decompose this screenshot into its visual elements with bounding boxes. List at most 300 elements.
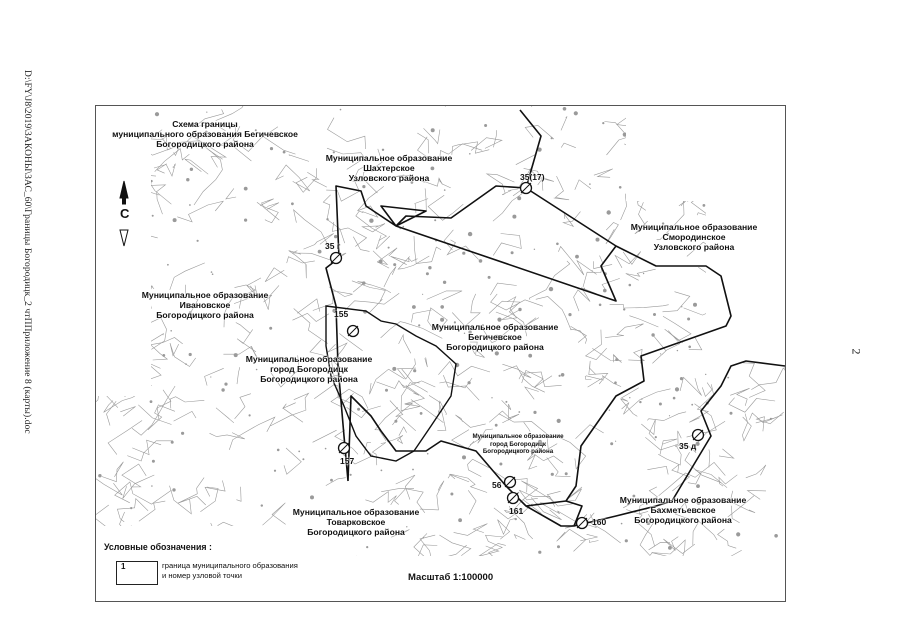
terrain-line: [353, 237, 369, 252]
terrain-line: [493, 234, 521, 256]
terrain-dot: [610, 442, 613, 445]
terrain-line: [576, 425, 604, 439]
terrain-dot: [609, 410, 610, 411]
terrain-line: [444, 230, 453, 250]
terrain-line: [226, 188, 236, 199]
terrain-line: [200, 487, 218, 512]
terrain-line: [368, 186, 384, 199]
terrain-line: [490, 283, 516, 295]
terrain-dot: [681, 306, 682, 307]
map-scale: Масштаб 1:100000: [408, 572, 494, 583]
terrain-line: [521, 481, 552, 514]
terrain-line: [435, 106, 451, 107]
terrain-dot: [615, 358, 618, 361]
terrain-line: [294, 309, 328, 344]
terrain-line: [514, 535, 525, 540]
terrain-dot: [680, 377, 683, 380]
terrain-dot: [379, 260, 383, 264]
terrain-line: [396, 475, 415, 499]
terrain-line: [525, 387, 539, 399]
terrain-line: [571, 326, 587, 342]
terrain-dot: [362, 281, 365, 284]
terrain-line: [443, 375, 479, 400]
node-label-35g: 35 г: [325, 241, 341, 251]
region-label-shakhterskoe: Муниципальное образование Шахтерское Узловского района: [325, 153, 453, 183]
node-label-35d: 35 д: [679, 441, 697, 451]
terrain-dot: [369, 219, 373, 223]
terrain-dot: [155, 112, 159, 116]
terrain-dot: [575, 255, 579, 259]
terrain-line: [276, 165, 310, 191]
terrain-line: [427, 291, 462, 300]
terrain-line: [384, 266, 396, 287]
terrain-dot: [693, 303, 697, 307]
legend-text: граница муниципального образования и номер узловой точки: [162, 561, 298, 580]
terrain-line: [236, 323, 251, 334]
terrain-dot: [673, 397, 676, 400]
terrain-dot: [568, 313, 571, 316]
terrain-dot: [428, 266, 431, 269]
terrain-line: [345, 293, 399, 310]
terrain-dot: [443, 281, 446, 284]
terrain-line: [680, 377, 702, 395]
terrain-dot: [412, 305, 416, 309]
terrain-dot: [557, 545, 560, 548]
terrain-line: [372, 443, 385, 466]
terrain-dot: [691, 404, 693, 406]
terrain-line: [392, 416, 415, 431]
terrain-line: [178, 478, 206, 505]
terrain-dot: [150, 400, 153, 403]
terrain-line: [293, 313, 330, 321]
terrain-dot: [705, 374, 706, 375]
terrain-dot: [774, 534, 778, 538]
terrain-dot: [98, 474, 101, 477]
terrain-line: [502, 297, 521, 320]
terrain-dot: [499, 463, 502, 466]
terrain-dot: [538, 551, 541, 554]
terrain-dot: [629, 284, 632, 287]
terrain-line: [237, 329, 256, 352]
terrain-line: [108, 421, 142, 455]
terrain-dot: [152, 215, 154, 217]
terrain-dot: [403, 226, 405, 228]
terrain-dot: [173, 166, 174, 167]
terrain-line: [313, 430, 337, 442]
terrain-dot: [298, 451, 300, 453]
terrain-dot: [556, 243, 559, 246]
terrain-dot: [185, 363, 187, 365]
blank-area-top-left: [96, 106, 151, 396]
region-label-bogoroditsk-small: Муниципальное образование город Богородицк Богородицкого района: [472, 433, 564, 455]
terrain-dot: [518, 308, 521, 311]
terrain-dot: [491, 397, 492, 398]
terrain-line: [529, 261, 569, 300]
terrain-dot: [596, 238, 600, 242]
terrain-line: [702, 383, 712, 397]
terrain-line: [663, 316, 691, 343]
file-path-text: D:\FY\J8\2019\ЗАКОНЫ\ЗАС_60\Границы Богородицк_2 чтППриложение 8 (карты).doc: [22, 70, 32, 434]
page-number: 2: [849, 348, 864, 355]
terrain-line: [289, 251, 307, 279]
terrain-dot: [357, 408, 360, 411]
terrain-dot: [274, 470, 276, 472]
terrain-line: [719, 449, 734, 458]
terrain-dot: [206, 112, 207, 113]
terrain-line: [120, 407, 135, 417]
terrain-dot: [727, 377, 729, 379]
terrain-dot: [551, 137, 553, 139]
terrain-dot: [603, 289, 607, 293]
terrain-dot: [565, 472, 568, 475]
terrain-dot: [557, 419, 561, 423]
terrain-line: [289, 155, 309, 162]
north-letter: С: [120, 206, 130, 221]
terrain-line: [503, 366, 545, 393]
terrain-line: [122, 464, 146, 487]
terrain-dot: [381, 470, 383, 472]
terrain-dot: [669, 415, 670, 416]
terrain-dot: [602, 122, 604, 124]
map-title: Схема границы муниципального образования Бегичевское Богородицкого района: [112, 119, 298, 149]
terrain-dot: [653, 313, 656, 316]
terrain-dot: [189, 353, 192, 356]
terrain-dot: [350, 474, 352, 476]
terrain-line: [502, 190, 511, 194]
terrain-line: [558, 247, 596, 276]
terrain-line: [622, 389, 671, 415]
terrain-line: [663, 537, 694, 554]
terrain-dot: [172, 488, 175, 491]
terrain-dot: [423, 537, 425, 539]
terrain-line: [502, 400, 511, 420]
terrain-dot: [450, 493, 453, 496]
terrain-dot: [534, 249, 535, 250]
terrain-dot: [688, 346, 691, 349]
terrain-line: [425, 357, 428, 367]
terrain-line: [194, 150, 222, 205]
terrain-line: [375, 407, 398, 441]
terrain-dot: [444, 189, 446, 191]
terrain-dot: [549, 287, 553, 291]
terrain-dot: [703, 204, 706, 207]
terrain-dot: [607, 210, 611, 214]
terrain-dot: [528, 354, 532, 358]
terrain-line: [362, 224, 385, 232]
terrain-dot: [511, 251, 514, 254]
terrain-dot: [625, 539, 628, 542]
terrain-line: [297, 299, 320, 313]
terrain-dot: [561, 373, 565, 377]
terrain-dot: [366, 546, 368, 548]
terrain-line: [456, 415, 486, 427]
region-label-bakhmetevskoe: Муниципальное образование Бахметьевское Богородицкого района: [619, 495, 747, 525]
terrain-dot: [325, 448, 327, 450]
terrain-dot: [687, 318, 690, 321]
terrain-line: [139, 501, 165, 521]
terrain-line: [399, 427, 407, 436]
terrain-dot: [244, 187, 248, 191]
terrain-dot: [224, 383, 227, 386]
terrain-dot: [495, 424, 498, 427]
terrain-line: [267, 203, 279, 210]
terrain-line: [589, 540, 598, 542]
terrain-dot: [426, 272, 429, 275]
terrain-line: [719, 475, 737, 486]
terrain-line: [586, 330, 607, 360]
terrain-dot: [517, 196, 521, 200]
terrain-dot: [614, 381, 617, 384]
terrain-dot: [171, 441, 174, 444]
terrain-line: [170, 263, 205, 290]
terrain-line: [575, 180, 591, 190]
terrain-line: [479, 543, 506, 556]
terrain-dot: [334, 235, 337, 238]
terrain-dot: [340, 109, 342, 111]
terrain-dot: [599, 304, 602, 307]
terrain-dot: [619, 186, 622, 189]
terrain-dot: [277, 449, 280, 452]
terrain-line: [235, 394, 251, 419]
node-label-155: 155: [334, 309, 349, 319]
terrain-dot: [427, 453, 429, 455]
node-label-160: 160: [592, 517, 607, 527]
terrain-line: [626, 269, 656, 280]
terrain-dot: [458, 518, 462, 522]
terrain-dot: [469, 153, 471, 155]
terrain-dot: [173, 218, 177, 222]
terrain-dot: [174, 164, 175, 165]
terrain-dot: [655, 436, 657, 438]
terrain-dot: [574, 111, 578, 115]
terrain-line: [610, 305, 669, 308]
terrain-dot: [696, 484, 700, 488]
terrain-line: [730, 388, 749, 406]
terrain-dot: [563, 107, 567, 111]
terrain-line: [174, 411, 196, 421]
terrain-line: [229, 417, 274, 450]
region-label-smorodinskoe: Муниципальное образование Смородинское Узловского района: [630, 222, 758, 252]
terrain-line: [448, 474, 487, 492]
terrain-dot: [244, 219, 247, 222]
terrain-line: [328, 118, 366, 149]
terrain-line: [498, 519, 516, 540]
terrain-dot: [515, 518, 517, 520]
terrain-dot: [310, 495, 314, 499]
region-label-begichevskoe: Муниципальное образование Бегичевское Богородицкого района: [431, 322, 559, 352]
terrain-line: [149, 343, 167, 360]
terrain-dot: [434, 219, 436, 221]
terrain-dot: [639, 401, 641, 403]
terrain-dot: [736, 532, 740, 536]
terrain-line: [729, 398, 775, 413]
terrain-line: [742, 414, 751, 441]
terrain-dot: [362, 185, 365, 188]
terrain-dot: [770, 418, 772, 420]
terrain-dot: [190, 168, 193, 171]
terrain-dot: [531, 106, 532, 107]
terrain-line: [257, 199, 279, 220]
terrain-line: [468, 490, 476, 514]
terrain-dot: [212, 273, 214, 275]
terrain-dot: [468, 381, 471, 384]
terrain-line: [621, 194, 627, 220]
terrain-line: [399, 335, 411, 353]
terrain-dot: [318, 250, 322, 254]
terrain-line: [574, 288, 597, 311]
terrain-dot: [533, 411, 536, 414]
terrain-dot: [505, 401, 507, 403]
terrain-dot: [641, 398, 642, 399]
terrain-line: [326, 478, 346, 486]
terrain-dot: [589, 183, 591, 185]
terrain-dot: [623, 308, 625, 310]
terrain-dot: [462, 252, 465, 255]
map-frame: [95, 105, 786, 602]
terrain-line: [107, 401, 117, 425]
terrain-line: [660, 439, 677, 455]
terrain-line: [751, 367, 785, 389]
terrain-line: [718, 529, 737, 548]
terrain-line: [647, 466, 668, 474]
terrain-dot: [643, 273, 644, 274]
terrain-line: [471, 138, 502, 151]
terrain-line: [746, 465, 766, 478]
terrain-line: [438, 362, 490, 376]
terrain-dot: [162, 354, 165, 357]
blank-area-bottom: [311, 556, 785, 601]
terrain-dot: [326, 218, 328, 220]
terrain-dot: [730, 412, 733, 415]
terrain-line: [615, 252, 641, 268]
terrain-dot: [479, 259, 483, 263]
terrain-dot: [584, 288, 585, 289]
terrain-line: [381, 488, 414, 491]
terrain-dot: [221, 388, 224, 391]
terrain-dot: [660, 353, 661, 354]
legend-title: Условные обозначения :: [104, 542, 212, 552]
terrain-dot: [422, 294, 423, 295]
terrain-dot: [170, 330, 172, 332]
terrain-dot: [151, 485, 153, 487]
terrain-dot: [551, 473, 554, 476]
terrain-line: [205, 480, 225, 496]
terrain-dot: [420, 412, 423, 415]
terrain-dot: [512, 215, 516, 219]
terrain-line: [604, 122, 628, 156]
terrain-dot: [283, 151, 286, 154]
terrain-dot: [382, 149, 384, 151]
terrain-dot: [181, 432, 184, 435]
terrain-line: [647, 412, 686, 421]
terrain-line: [525, 125, 554, 139]
terrain-line: [170, 397, 204, 409]
terrain-line: [149, 338, 182, 345]
terrain-line: [170, 343, 196, 366]
terrain-dot: [392, 367, 396, 371]
terrain-line: [554, 176, 569, 200]
terrain-line: [236, 487, 241, 502]
terrain-line: [132, 441, 173, 453]
terrain-dot: [211, 271, 213, 273]
terrain-line: [689, 384, 713, 422]
terrain-line: [447, 545, 467, 557]
terrain-line: [205, 368, 224, 385]
terrain-line: [605, 324, 643, 338]
region-label-tovarkovskoe: Муниципальное образование Товарковское Богородицкого района: [292, 507, 420, 537]
node-label-35-17: 35(17): [520, 172, 545, 182]
terrain-line: [420, 481, 444, 510]
terrain-line: [177, 201, 223, 222]
terrain-dot: [659, 403, 662, 406]
terrain-dot: [394, 420, 397, 423]
node-label-157: 157: [340, 456, 355, 466]
terrain-line: [749, 413, 782, 423]
terrain-line: [331, 389, 368, 408]
terrain-dot: [291, 202, 294, 205]
terrain-line: [709, 449, 710, 467]
terrain-dot: [167, 264, 169, 266]
terrain-dot: [249, 414, 251, 416]
terrain-dot: [302, 458, 304, 460]
terrain-line: [157, 164, 166, 174]
terrain-line: [629, 316, 658, 327]
terrain-line: [524, 422, 531, 431]
terrain-dot: [629, 397, 630, 398]
terrain-line: [397, 359, 416, 380]
terrain-line: [270, 393, 308, 426]
terrain-dot: [388, 247, 390, 249]
terrain-line: [649, 543, 670, 550]
terrain-line: [585, 376, 603, 380]
terrain-dot: [269, 327, 272, 330]
node-label-56: 56: [492, 480, 502, 490]
terrain-dot: [186, 178, 189, 181]
terrain-line: [641, 420, 656, 441]
terrain-line: [645, 431, 681, 450]
terrain-dot: [197, 240, 199, 242]
terrain-dot: [518, 411, 520, 413]
terrain-dot: [559, 375, 561, 377]
terrain-dot: [468, 232, 472, 236]
terrain-dot: [330, 479, 333, 482]
legend-sample-number: 1: [121, 562, 126, 571]
terrain-dot: [677, 350, 678, 351]
terrain-line: [265, 268, 287, 282]
terrain-line: [652, 350, 666, 363]
terrain-line: [743, 363, 766, 398]
terrain-line: [127, 440, 161, 461]
terrain-dot: [440, 305, 444, 309]
terrain-dot: [210, 376, 211, 377]
terrain-line: [531, 497, 562, 519]
terrain-line: [294, 210, 329, 246]
terrain-dot: [130, 507, 132, 509]
node-label-161: 161: [509, 506, 524, 516]
terrain-line: [561, 116, 567, 130]
terrain-line: [561, 143, 576, 148]
terrain-dot: [592, 270, 593, 271]
terrain-dot: [152, 460, 155, 463]
terrain-line: [102, 462, 124, 482]
terrain-dot: [412, 469, 414, 471]
terrain-line: [352, 281, 386, 313]
terrain-dot: [651, 333, 654, 336]
terrain-dot: [484, 124, 487, 127]
terrain-line: [365, 492, 396, 505]
terrain-dot: [668, 546, 672, 550]
terrain-dot: [385, 389, 388, 392]
